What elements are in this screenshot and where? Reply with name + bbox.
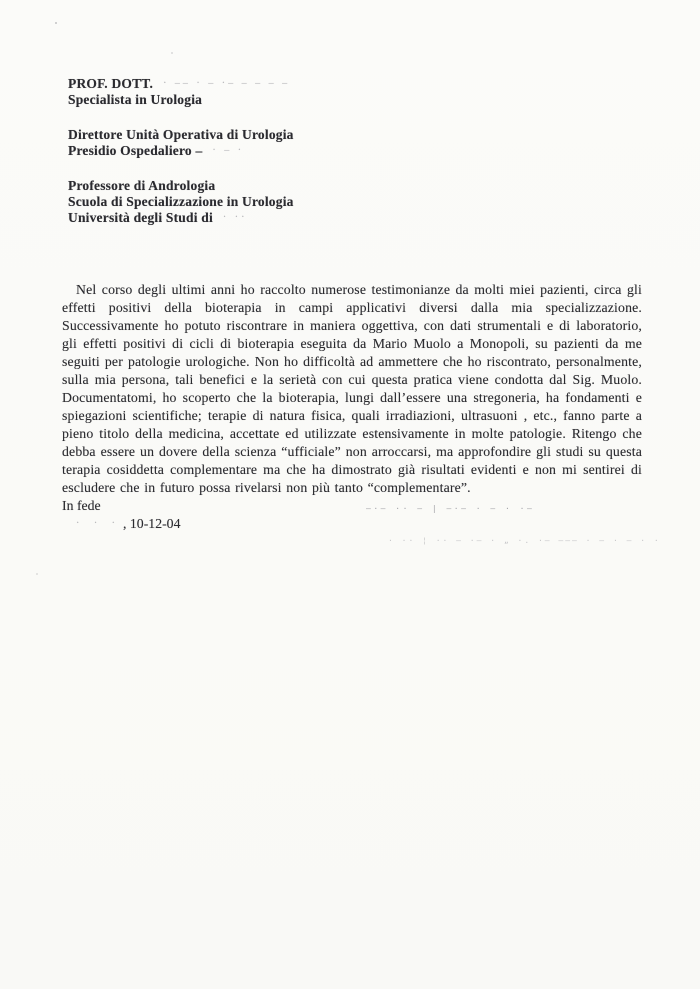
redacted-signature-line-1: –·– ·· – | –·– · – · ·–: [366, 504, 535, 513]
letterhead-line-professore: Professore di Andrologia: [68, 178, 216, 193]
letterhead-line-prof-dott: [68, 76, 294, 92]
letterhead-line-universita: [68, 210, 294, 226]
letterhead-line-specialista: Specialista in Urologia: [68, 92, 203, 107]
scan-speck: [36, 573, 38, 575]
redacted-signature-line-2: · ·· ¦ ·· – ·– · „ ·. ·– ––– · – · – · ·: [388, 536, 661, 545]
body-paragraph: Nel corso degli ultimi anni ho raccolto numerose testimonianze da molti miei pazienti, circa gli effetti positivi della bioterapia in campi applicativi diversi dalla mia specializzazione. Successivamente ho potuto riscontrare in maniera oggettiva, con dati strumentali e di laboratorio, gli effetti positivi di cicli di bioterapia eseguita da Mario Muolo a Monopoli, su pazienti da me seguiti per patologie urologiche. Non ho difficoltà ad ammettere che ho riscontrato, personalmente, sulla mia persona, tali benefici e la serietà con cui questa pratica viene condotta dal Sig. Muolo. Documentatomi, ho scoperto che la bioterapia, lungi dall’essere una stregoneria, ha fondamenti e spiegazioni scientifiche; terapie di natura fisica, quali irradiazioni, ultrasuoni , etc., fanno parte a pieno titolo della medicina, accettate ed utilizzate estensivamente in molte patologie. Ritengo che debba essere un dovere della scienza “ufficiale” non arroccarsi, ma approfondire gli studi su questa terapia cosiddetta complementare ma che ha dimostrato già risultati evidenti e non mi sentirei di escludere che in futuro possa rivelarsi non più tanto “complementare”.: [62, 282, 642, 495]
date-line: [62, 515, 642, 533]
letterhead-group-identity: [68, 76, 294, 108]
redacted-hospital: · – ·: [212, 145, 245, 156]
redacted-name: · –– · – ·– – – – –: [163, 78, 291, 89]
redacted-university: · ··: [222, 212, 248, 223]
letterhead-line-scuola: Scuola di Specializzazione in Urologia: [68, 194, 294, 209]
scan-speck: [55, 22, 57, 24]
date-text: , 10-12-04: [123, 516, 181, 531]
redacted-place: · · ·: [76, 518, 121, 529]
letterhead-line-presidio: [68, 143, 294, 159]
letter-body: [62, 281, 642, 533]
universita-label: Università degli Studi di: [68, 210, 213, 225]
closing-in-fede: In fede: [62, 498, 101, 513]
letterhead-group-direttore: [68, 127, 294, 159]
letterhead-group-professore: [68, 178, 294, 226]
prof-dott-label: PROF. DOTT.: [68, 76, 154, 91]
letterhead: [68, 76, 294, 245]
letterhead-line-direttore: Direttore Unità Operativa di Urologia: [68, 127, 294, 142]
scan-speck: [171, 52, 173, 54]
presidio-label: Presidio Ospedaliero –: [68, 143, 203, 158]
